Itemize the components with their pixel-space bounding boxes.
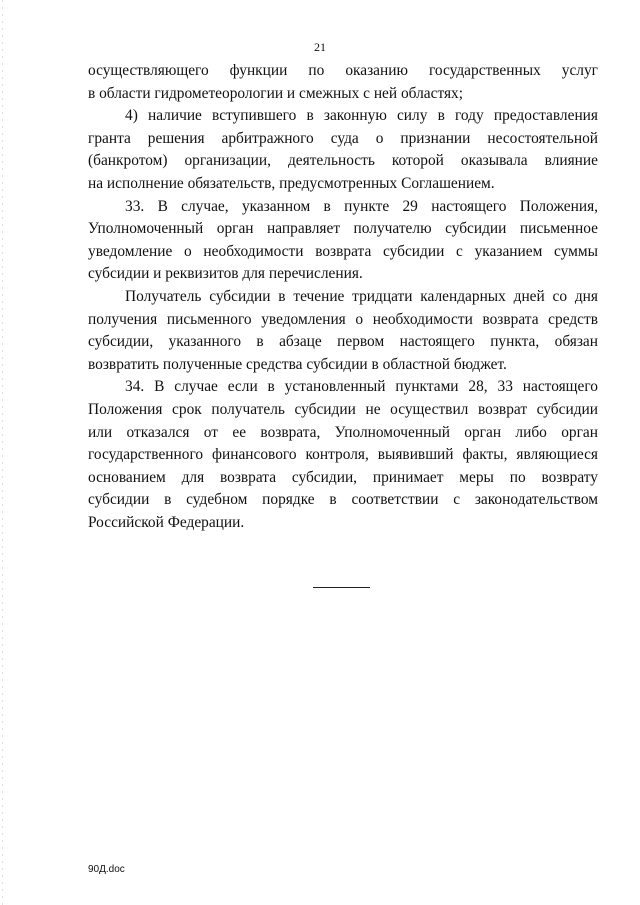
text-line: гранта решения арбитражного суда о признании несостоятельной: [88, 129, 598, 147]
text-line: (банкротом) организации, деятельность которой оказывала влияние: [88, 152, 598, 170]
text-line: или отказался от ее возврата, Уполномоченный орган либо орган: [88, 423, 598, 441]
paragraph-point-33: [88, 196, 598, 286]
text-line: 4) наличие вступившего в законную силу в году предоставления: [125, 107, 598, 125]
text-line: Получатель субсидии в течение тридцати календарных дней со дня: [125, 287, 598, 305]
text-line: Российской Федерации.: [88, 513, 245, 531]
text-line: осуществляющего функции по оказанию государственных услуг: [88, 62, 598, 79]
paragraph-item-4: [88, 105, 598, 195]
scan-edge-marks: [2, 0, 3, 905]
text-line: Положения срок получатель субсидии не осуществил возврат субсидии: [88, 400, 598, 418]
text-line: субсидии, указанного в абзаце первом настоящего пункта, обязан: [88, 333, 598, 351]
page-number: 21: [314, 40, 326, 54]
text-line: на исполнение обязательств, предусмотренных Соглашением.: [88, 174, 495, 192]
text-line: 33. В случае, указанном в пункте 29 настоящего Положения,: [125, 197, 598, 215]
end-separator-line: [313, 587, 370, 588]
text-line: в области гидрометеорологии и смежных с ней областях;: [88, 84, 464, 102]
text-line: возвратить полученные средства субсидии в областной бюджет.: [88, 355, 507, 373]
paragraph-continuation: [88, 60, 598, 105]
text-line: субсидии и реквизитов для перечисления.: [88, 265, 363, 283]
text-line: Уполномоченный орган направляет получателю субсидии письменное: [88, 220, 598, 238]
paragraph-point-33-second: [88, 286, 598, 376]
text-line: государственного финансового контроля, выявивший факты, являющиеся: [88, 446, 598, 464]
text-line: субсидии в судебном порядке в соответствии с законодательством: [88, 491, 598, 509]
text-line: основанием для возврата субсидии, принимает меры по возврату: [88, 468, 598, 486]
text-line: получения письменного уведомления о необходимости возврата средств: [88, 310, 598, 328]
text-line: 34. В случае если в установленный пунктами 28, 33 настоящего: [125, 378, 598, 396]
footer-file-name: 90Д.doc: [88, 864, 125, 875]
document-body: [88, 60, 598, 534]
paragraph-point-34: [88, 376, 598, 534]
text-line: уведомление о необходимости возврата субсидии с указанием суммы: [88, 242, 598, 260]
